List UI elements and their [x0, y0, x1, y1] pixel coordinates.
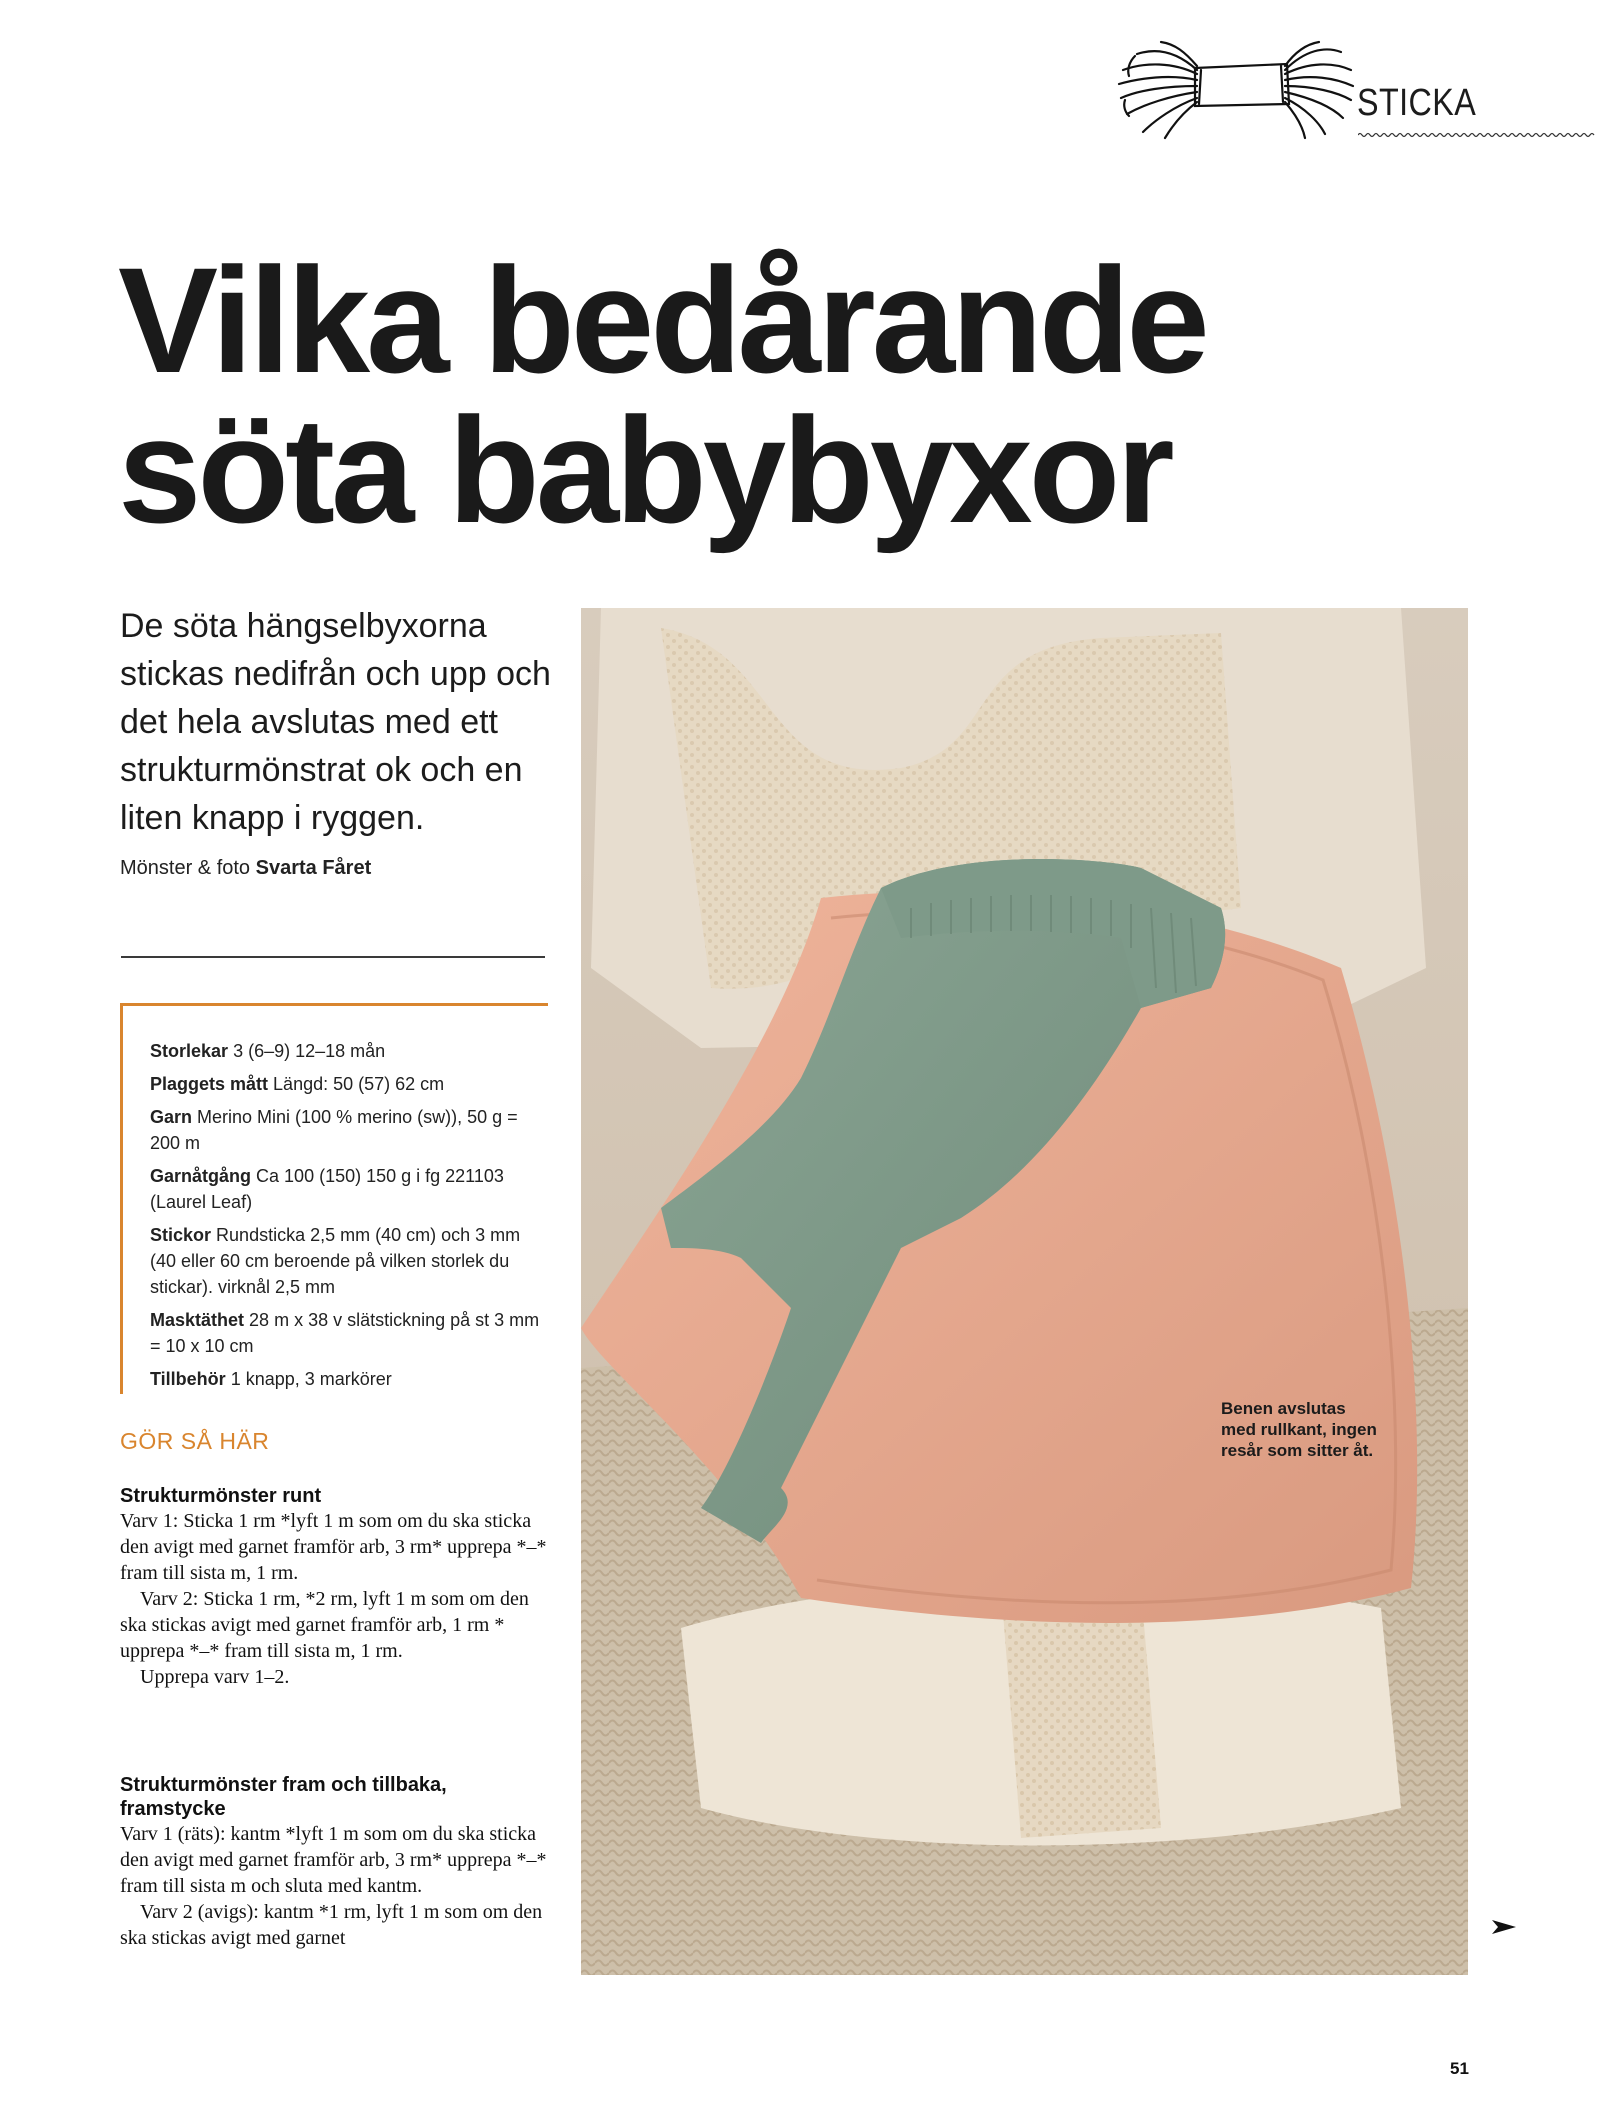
spec-item: [150, 1366, 550, 1392]
specs-list: [123, 1006, 548, 1392]
yarn-skein-icon: [1115, 40, 1355, 140]
spec-value: 3 (6–9) 12–18 mån: [233, 1041, 386, 1061]
spec-value: Rundsticka 2,5 mm (40 cm) och 3 mm (40 eller 60 cm beroende på vilken storlek du stickar). virknål 2,5 mm: [150, 1225, 521, 1297]
spec-item: [150, 1104, 550, 1156]
spec-label: Storlekar: [150, 1041, 229, 1061]
section-header: [1115, 40, 1590, 150]
spec-label: Garnåtgång: [150, 1166, 252, 1186]
divider: [121, 956, 545, 958]
photo-caption: Benen avslutas med rullkant, ingen resår som sitter åt.: [1221, 1399, 1377, 1460]
page-number: 51: [1450, 2059, 1469, 2078]
article-title: [118, 236, 1206, 554]
spec-label: Plaggets mått: [150, 1074, 269, 1094]
spec-item: [150, 1038, 550, 1064]
spec-label: Tillbehör: [150, 1369, 226, 1389]
spec-value: Merino Mini (100 % merino (sw)), 50 g = 200 m: [150, 1107, 518, 1153]
spec-label: Stickor: [150, 1225, 212, 1245]
spec-value: 1 knapp, 3 markörer: [230, 1369, 392, 1389]
title-line-1: Vilka bedårande: [118, 236, 1206, 404]
credit-name: Svarta Fåret: [255, 857, 372, 879]
instructions-section-2: [120, 1773, 550, 1951]
section-1-paragraph-3: Upprepa varv 1–2.: [140, 1666, 290, 1688]
spec-item: [150, 1222, 550, 1300]
spec-item: [150, 1307, 550, 1359]
continue-arrow-icon: [1492, 1918, 1516, 1936]
spec-value: 28 m x 38 v slätstickning på st 3 mm = 10 x 10 cm: [150, 1310, 540, 1356]
credit-label: Mönster & foto: [120, 857, 251, 879]
spec-value: Längd: 50 (57) 62 cm: [273, 1074, 445, 1094]
section-2-paragraph-1: Varv 1 (räts): kantm *lyft 1 m som om du ska sticka den avigt med garnet framför arb, 3 rm* upprepa *–* fram till sista m och sluta med kantm.: [120, 1823, 547, 1897]
spec-value: Ca 100 (150) 150 g i fg 221103 (Laurel Leaf): [150, 1166, 504, 1212]
spec-item: [150, 1071, 550, 1097]
spec-item: [150, 1163, 550, 1215]
intro-text: De söta hängselbyxorna stickas nedifrån och upp och det hela avslutas med ett strukturmönstrat ok och en liten knapp i ryggen.: [120, 607, 551, 837]
section-rule: [1358, 132, 1595, 138]
section-1-paragraph-2: Varv 2: Sticka 1 rm, *2 rm, lyft 1 m som om den ska stickas avigt med garnet framför arb, 1 rm * upprepa *–* fram till sista m, 1 rm.: [120, 1588, 529, 1662]
product-photo: [581, 608, 1468, 1975]
instructions-heading: GÖR SÅ HÄR: [120, 1428, 270, 1454]
section-1-paragraph-1: Varv 1: Sticka 1 rm *lyft 1 m som om du ska sticka den avigt med garnet framför arb, 3 rm* upprepa *–* fram till sista m, 1 rm.: [120, 1510, 547, 1584]
section-1-title: Strukturmönster runt: [120, 1485, 322, 1507]
section-2-paragraph-2: Varv 2 (avigs): kantm *1 rm, lyft 1 m som om den ska stickas avigt med garnet: [120, 1901, 543, 1949]
credit-line: [120, 857, 371, 880]
specs-box: [120, 1003, 548, 1394]
spec-label: Masktäthet: [150, 1310, 245, 1330]
instructions-section-1: [120, 1484, 550, 1690]
title-line-2: söta babybyxor: [118, 386, 1171, 554]
section-label: STICKA: [1357, 82, 1477, 124]
section-2-title: Strukturmönster fram och tillbaka, framstycke: [120, 1774, 447, 1820]
spec-label: Garn: [150, 1107, 193, 1127]
photo-illustration: [581, 608, 1468, 1975]
